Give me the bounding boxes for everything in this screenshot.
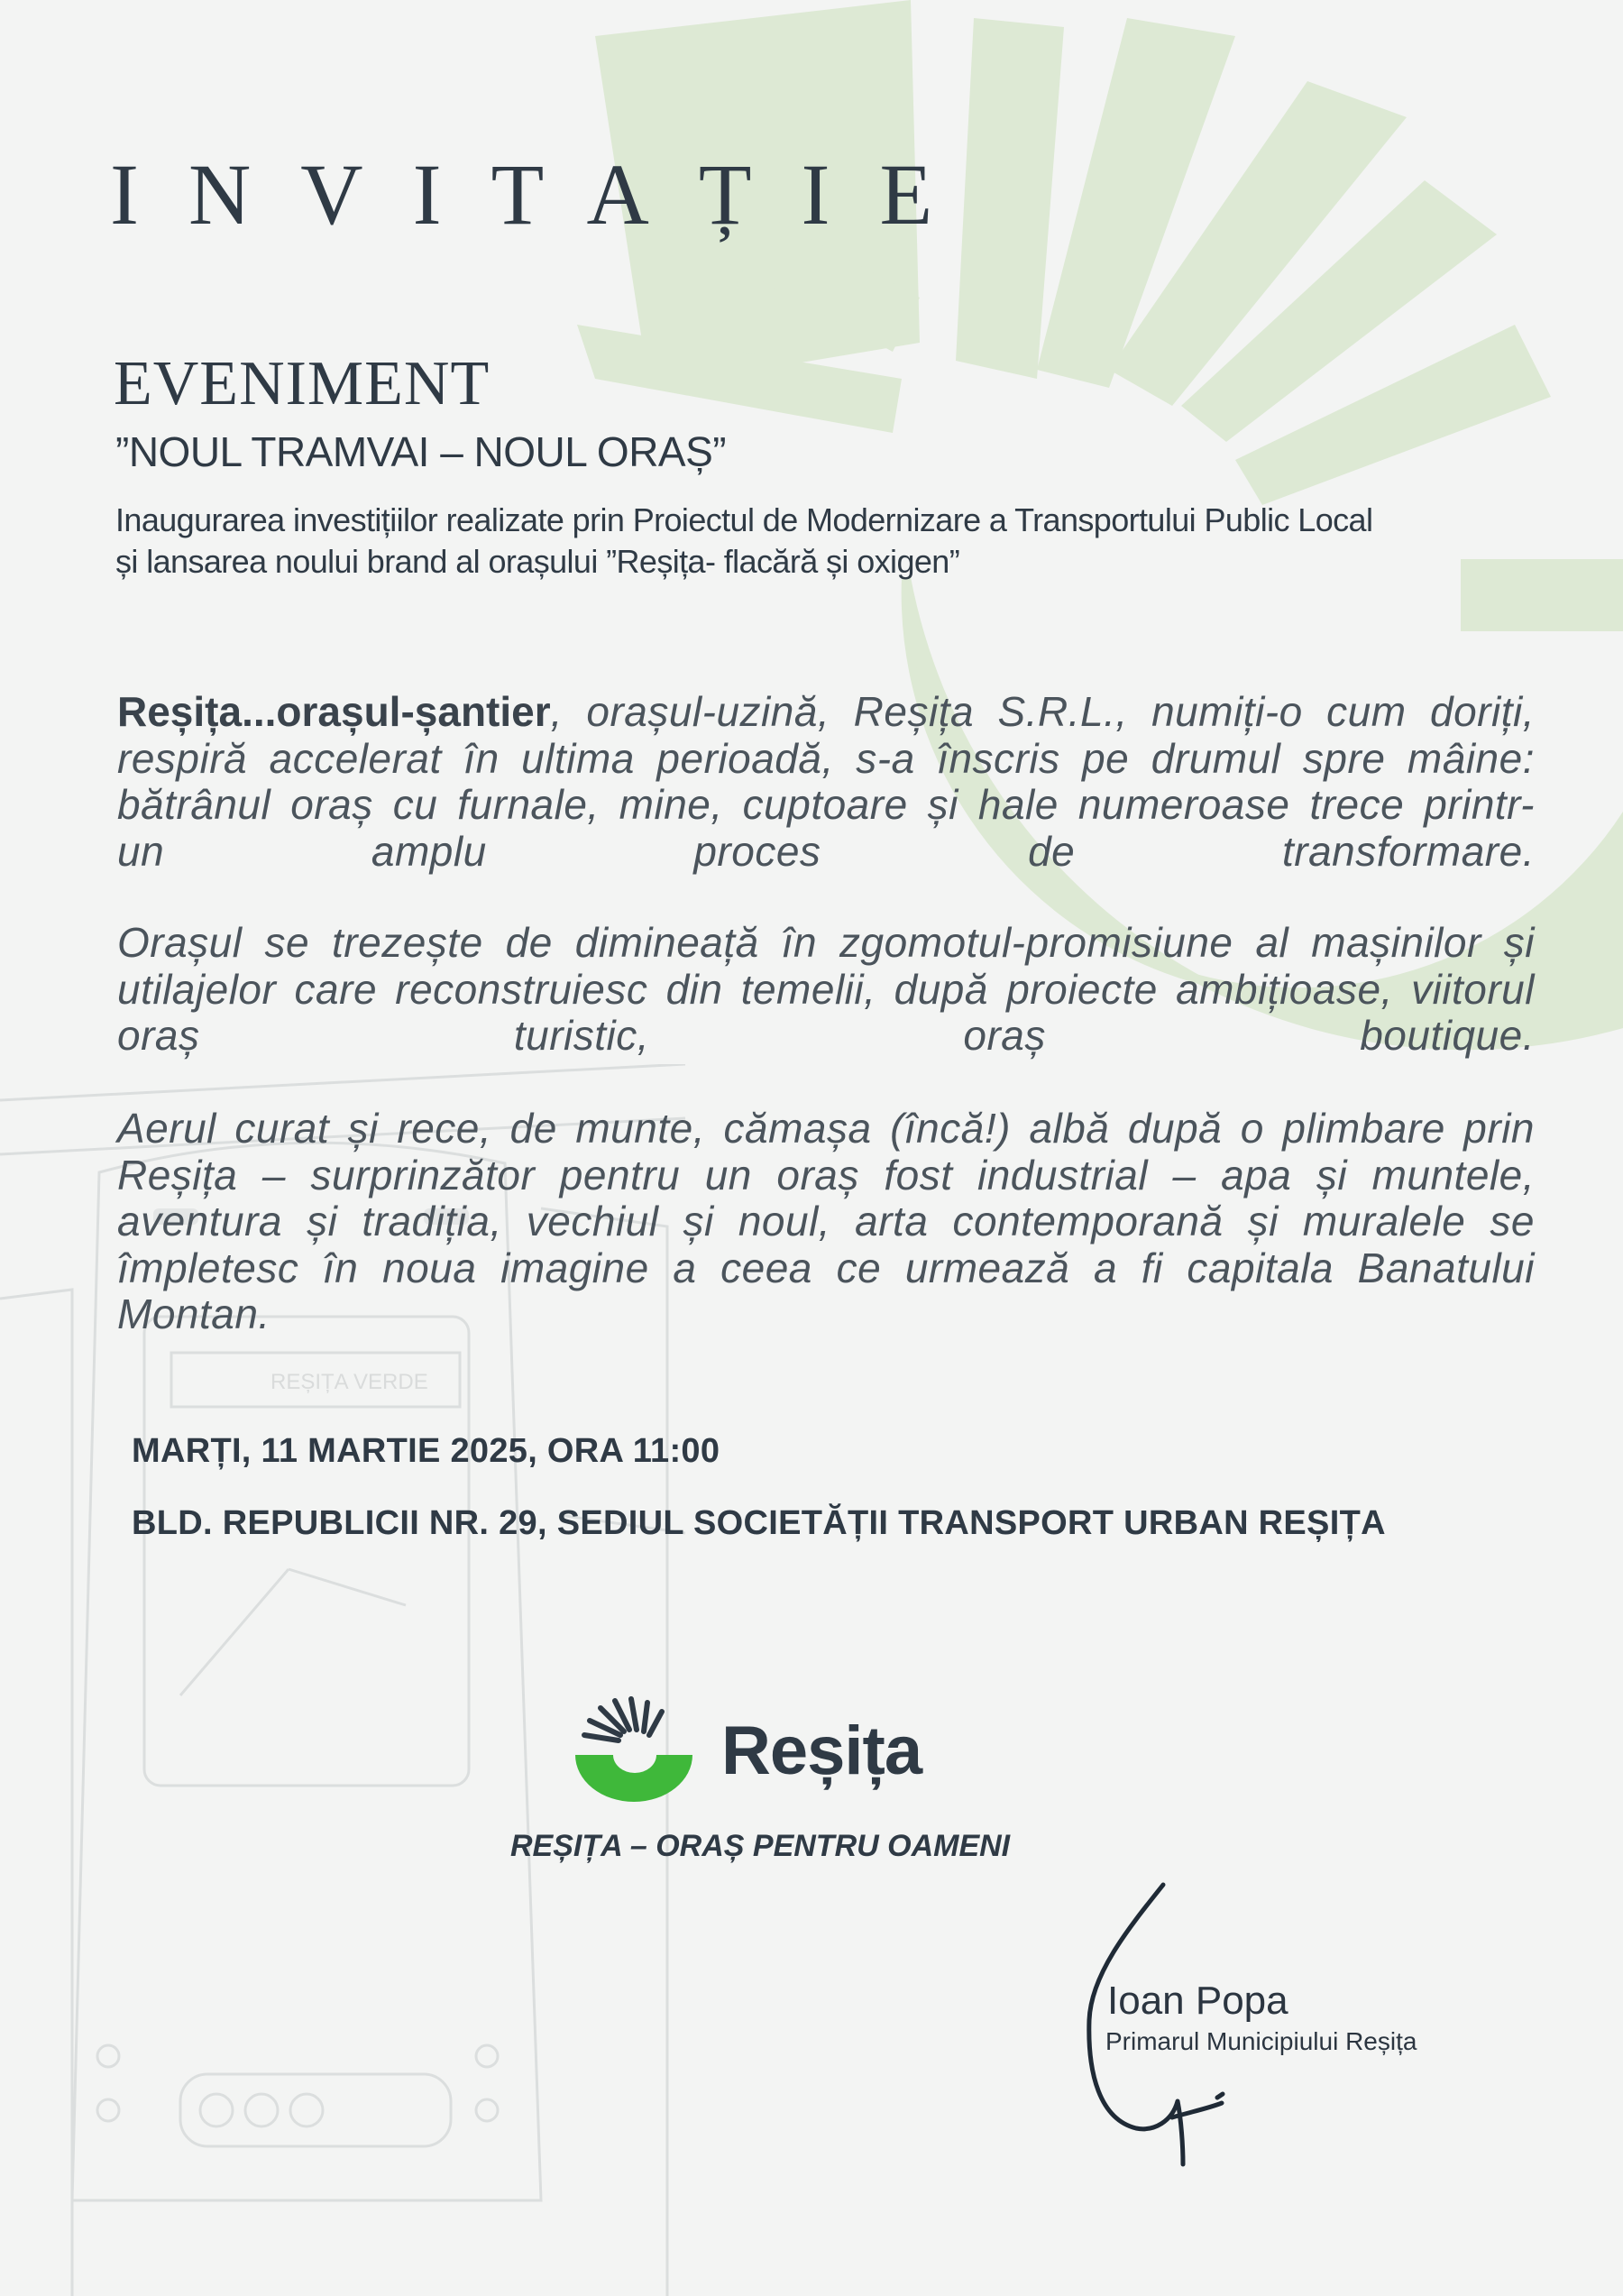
brand-slogan: REȘIȚA – ORAȘ PENTRU OAMENI	[510, 1829, 1011, 1863]
event-date-time: MARȚI, 11 MARTIE 2025, ORA 11:00	[132, 1432, 720, 1470]
event-name: ”NOUL TRAMVAI – NOUL ORAȘ”	[115, 428, 727, 475]
resita-flame-logo-icon	[566, 1695, 701, 1804]
signatory-title: Primarul Municipiului Reșița	[1105, 2027, 1417, 2055]
body-paragraph-1-rest: , orașul-uzină, Reșița S.R.L., numiți-o cum doriți, respiră accelerat în ultima perioadă, s-a înscris pe drumul spre mâine: bătrânul oraș cu furnale, mine, cuptoare și hale numeroase trece printr-un amplu proces de transformare.	[117, 688, 1535, 875]
invitation-title: INVITAȚIE	[110, 146, 983, 243]
handwritten-signature-icon	[1037, 1876, 1307, 2173]
body-paragraph-2: Orașul se trezește de dimineață în zgomotul-promisiune al mașinilor și utilajelor care reconstruiesc din temelii, după proiecte ambițioase, viitorul oraș turistic, oraș boutique.	[117, 919, 1535, 1059]
signatory-name: Ioan Popa	[1107, 1979, 1288, 2023]
event-label: EVENIMENT	[114, 349, 491, 418]
event-address: BLD. REPUBLICII NR. 29, SEDIUL SOCIETĂȚII TRANSPORT URBAN REȘIȚA	[132, 1504, 1386, 1542]
event-description-line-2: și lansarea noului brand al orașului ”Reșița- flacără și oxigen”	[115, 543, 960, 580]
event-description	[115, 500, 1585, 583]
event-description-line-1: Inaugurarea investițiilor realizate prin Proiectul de Modernizare a Transportului Public Local	[115, 501, 1373, 538]
tram-destination-sign: REȘIȚA VERDE	[270, 1370, 428, 1394]
body-paragraph-1	[117, 689, 1535, 875]
brand-logo-text: Reșița	[721, 1713, 922, 1789]
body-paragraph-3: Aerul curat și rece, de munte, cămașa (încă!) albă după o plimbare prin Reșița – surprinzător pentru un oraș fost industrial – apa și muntele, aventura și tradiția, vechiul și noul, arta contemporană și muralele se împletesc în noua imagine a ceea ce urmează a fi capitala Banatului Montan.	[117, 1105, 1535, 1337]
body-paragraph-1-lead: Reșița...orașul-șantier	[117, 688, 551, 735]
